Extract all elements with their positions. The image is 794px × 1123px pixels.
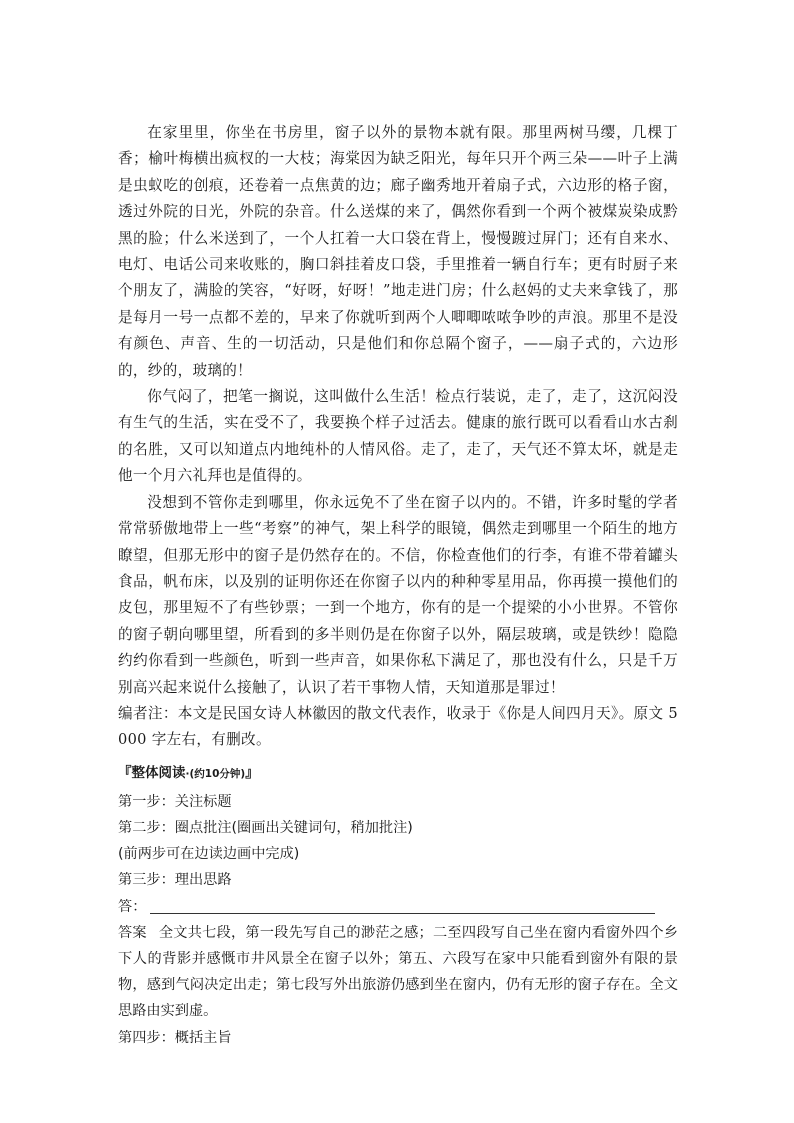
answer-block (118, 920, 678, 1025)
step-1: 第一步：关注标题 (118, 793, 232, 810)
answer-text: 全文共七段，第一段先写自己的渺茫之感；二至四段写自己坐在窗内看窗外四个乡下人的背影并感慨市井风景全在窗子以外；第五、六段写在家中只能看到窗外有限的景物，感到气闷决定出走；第七段写外出旅游仍感到坐在窗内，仍有无形的窗子存在。全文思路由实到虚。 (118, 924, 678, 1020)
passage-paragraph-2: 你气闷了，把笔一搁说，这叫做什么生活！检点行装说，走了，走了，这沉闷没有生气的生活，实在受不了，我要换个样子过活去。健康的旅行既可以看看山水古刹的名胜，又可以知道点内地纯朴的人情风俗。走了，走了，天气还不算太坏，就是走他一个月六礼拜也是值得的。 (118, 388, 678, 485)
answer-prompt-row (118, 894, 678, 920)
section-heading-overall-reading (118, 762, 678, 785)
passage-paragraph-3: 没想到不管你走到哪里，你永远免不了坐在窗子以内的。不错，许多时髦的学者常常骄傲地带上一些“考察”的神气，架上科学的眼镜，偶然走到哪里一个陌生的地方瞭望，但那无形中的窗子是仍然存在的。不信，你检查他们的行李，有谁不带着罐头食品，帆布床，以及别的证明你还在你窗子以内的种种零星用品，你再摸一摸他们的皮包，那里短不了有些钞票；一到一个地方，你有的是一个提梁的小小世界。不管你的窗子朝向哪里望，所看到的多半则仍是在你窗子以外，隔层玻璃，或是铁纱！隐隐约约你看到一些颜色，听到一些声音，如果你私下满足了，那也没有什么，只是千万别高兴起来说什么接触了，认识了若干事物人情，天知道那是罪过！ (118, 493, 678, 696)
section-time-note: ·(约10分钟) (185, 767, 246, 780)
section-bracket-open: 『 (118, 764, 132, 781)
step-4: 第四步：概括主旨 (118, 1029, 232, 1046)
answer-blank-line[interactable] (150, 897, 655, 914)
section-title: 整体阅读 (131, 764, 186, 781)
editor-note: 编者注：本文是民国女诗人林徽因的散文代表作，收录于《你是人间四月天》。原文 5 000 字左右，有删改。 (118, 704, 678, 749)
passage-excerpt (118, 120, 678, 754)
passage-paragraph-1: 在家里里，你坐在书房里，窗子以外的景物本就有限。那里两树马缨，几棵丁香；榆叶梅横出疯杈的一大枝；海棠因为缺乏阳光，每年只开个两三朵——叶子上满是虫蚁吃的创痕，还卷着一点焦黄的边；廊子幽秀地开着扇子式，六边形的格子窗，透过外院的日光，外院的杂音。什么送煤的来了，偶然你看到一个两个被煤炭染成黔黑的脸；什么米送到了，一个人扛着一大口袋在背上，慢慢踱过屏门；还有自来水、电灯、电话公司来收账的，胸口斜挂着皮口袋，手里推着一辆自行车；更有时厨子来个朋友了，满脸的笑容，“好呀，好呀！”地走进门房；什么赵妈的丈夫来拿钱了，那是每月一号一点都不差的，早来了你就听到两个人唧唧哝哝争吵的声浪。那里不是没有颜色、声音、生的一切活动，只是他们和你总隔个窗子，——扇子式的，六边形的，纱的，玻璃的！ (118, 124, 678, 379)
step-2-note: (前两步可在边读边画中完成) (118, 846, 300, 863)
step-2: 第二步：圈点批注(圈画出关键词句，稍加批注) (118, 819, 413, 836)
answer-label: 答案 (118, 924, 147, 941)
page-content (118, 120, 678, 1051)
step-3: 第三步：理出思路 (118, 872, 232, 889)
reading-steps (118, 789, 678, 1051)
answer-prompt: 答： (118, 898, 147, 915)
section-bracket-close: 』 (245, 764, 259, 781)
